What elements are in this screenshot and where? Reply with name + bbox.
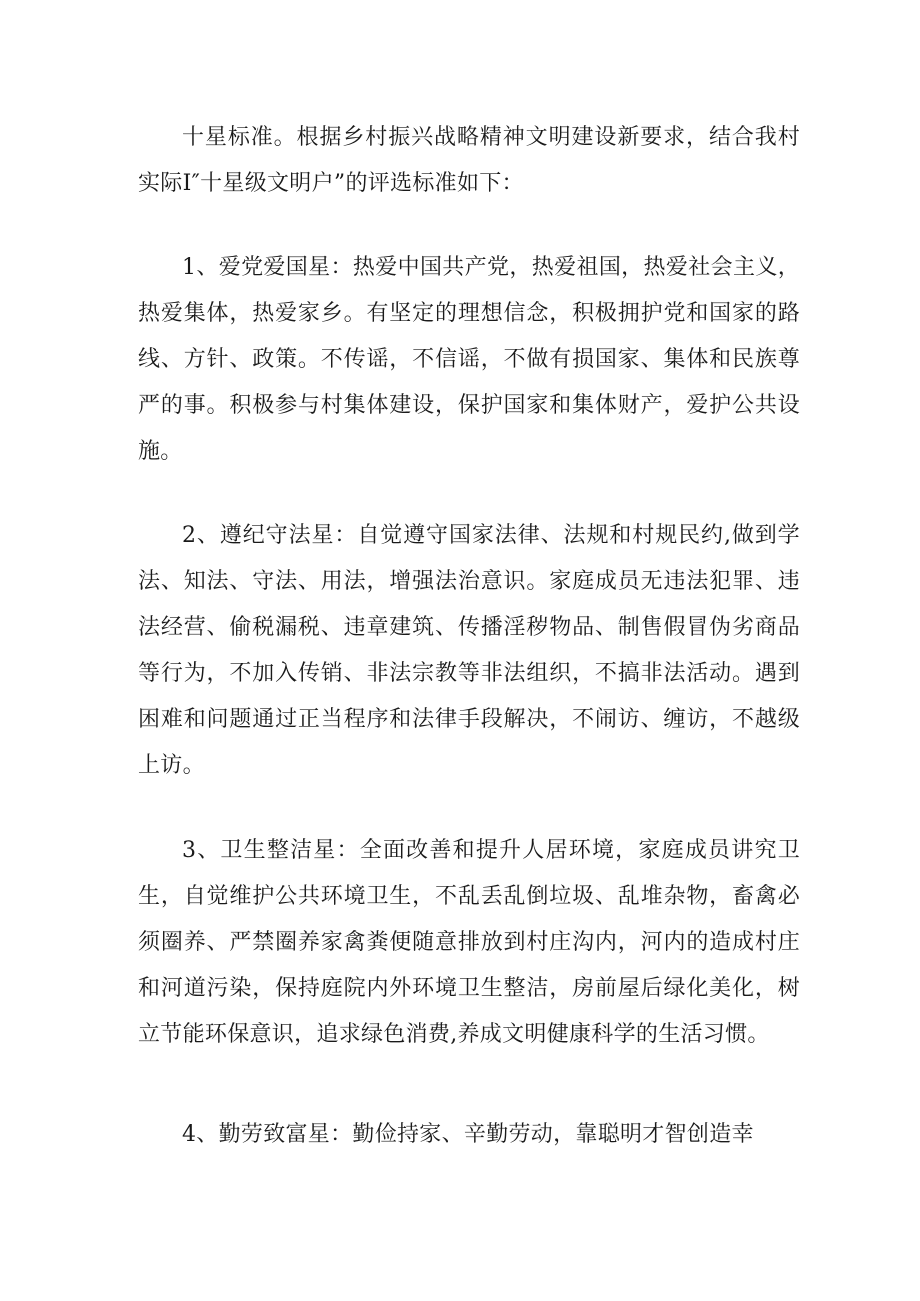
paragraph-intro: 十星标准。根据乡村振兴战略精神文明建设新要求，结合我村实际I″十星级文明户”的评选标准如下： (138, 125, 800, 196)
paragraph-star-1: 1、爱党爱国星：热爱中国共产党，热爱祖国，热爱社会主义，热爱集体，热爱家乡。有坚定的理想信念，积极拥护党和国家的路线、方针、政策。不传谣，不信谣，不做有损国家、集体和民族尊严的事。积极参与村集体建设，保护国家和集体财产，爱护公共设施。 (138, 255, 800, 464)
paragraph-star-3: 3、卫生整洁星：全面改善和提升人居环境，家庭成员讲究卫生，自觉维护公共环境卫生，不乱丢乱倒垃圾、乱堆杂物，畜禽必须圈养、严禁圈养家禽粪便随意排放到村庄沟内，河内的造成村庄和河道污染，保持庭院内外环境卫生整洁，房前屋后绿化美化，树立节能环保意识，追求绿色消费,养成文明健康科学的生活习惯。 (138, 838, 800, 1047)
paragraph-star-2: 2、遵纪守法星：自觉遵守国家法律、法规和村规民约,做到学法、知法、守法、用法，增强法治意识。家庭成员无违法犯罪、违法经营、偷税漏税、违章建筑、传播淫秽物品、制售假冒伪劣商品等行为，不加入传销、非法宗教等非法组织，不搞非法活动。遇到困难和问题通过正当程序和法律手段解决，不闹访、缠访，不越级上访。 (138, 523, 800, 778)
paragraph-star-4: 4、勤劳致富星：勤俭持家、辛勤劳动，靠聪明才智创造幸 (182, 1122, 754, 1147)
